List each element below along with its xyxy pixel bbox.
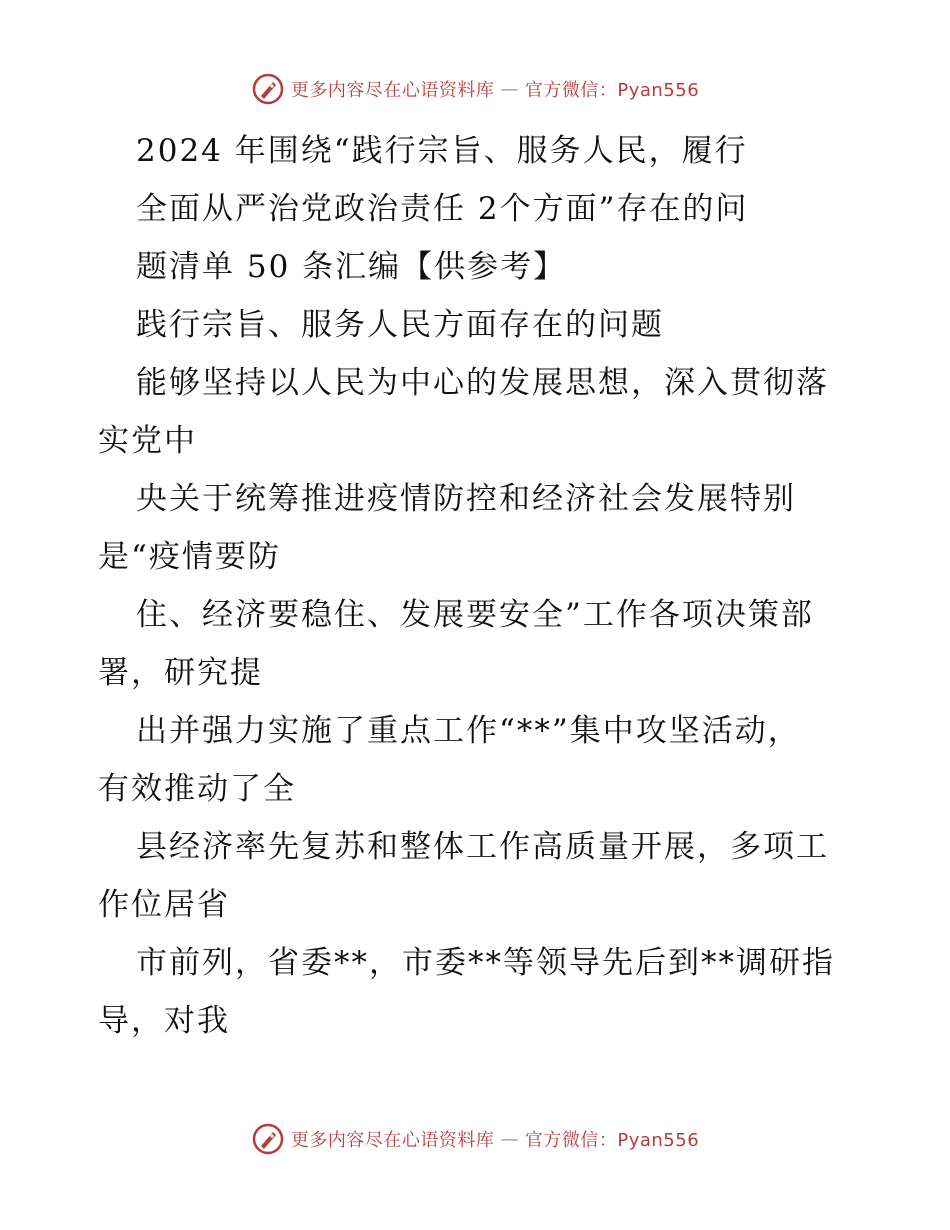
body-line: 署，研究提 [98,655,263,691]
header-watermark [0,72,950,106]
body-line: 央关于统筹推进疫情防控和经济社会发展特别 [136,481,796,517]
watermark-wechat: 官方微信：Pyan556 [524,1130,700,1151]
title-line: 题清单 50 条汇编【供参考】 [136,249,567,285]
watermark-wechat: 官方微信：Pyan556 [524,80,700,101]
body-line: 是“疫情要防 [98,539,281,575]
body-line: 住、经济要稳住、发展要安全”工作各项决策部 [136,597,814,633]
watermark-text: 更多内容尽在心语资料库 [290,1130,495,1151]
body-line: 出并强力实施了重点工作“**”集中攻坚活动， [136,713,801,749]
watermark-separator: — [500,1128,519,1150]
watermark-separator: — [500,78,519,100]
body-line: 作位居省 [98,887,230,923]
pen-nib-logo-icon [251,72,285,106]
pen-nib-logo-icon [251,1122,285,1156]
section-heading: 践行宗旨、服务人民方面存在的问题 [136,307,664,343]
body-line: 导，对我 [98,1003,230,1039]
body-line: 县经济率先复苏和整体工作高质量开展，多项工 [136,829,829,865]
title-line: 2024 年围绕“践行宗旨、服务人民，履行 [136,133,748,169]
document-body [98,122,868,1050]
body-line: 有效推动了全 [98,771,296,807]
title-line: 全面从严治党政治责任 2个方面”存在的问 [136,191,749,227]
footer-watermark [0,1122,950,1156]
body-line: 市前列，省委**，市委**等领导先后到**调研指 [136,945,835,981]
body-line: 能够坚持以人民为中心的发展思想，深入贯彻落 [136,365,829,401]
body-line: 实党中 [98,423,197,459]
watermark-text: 更多内容尽在心语资料库 [290,80,495,101]
